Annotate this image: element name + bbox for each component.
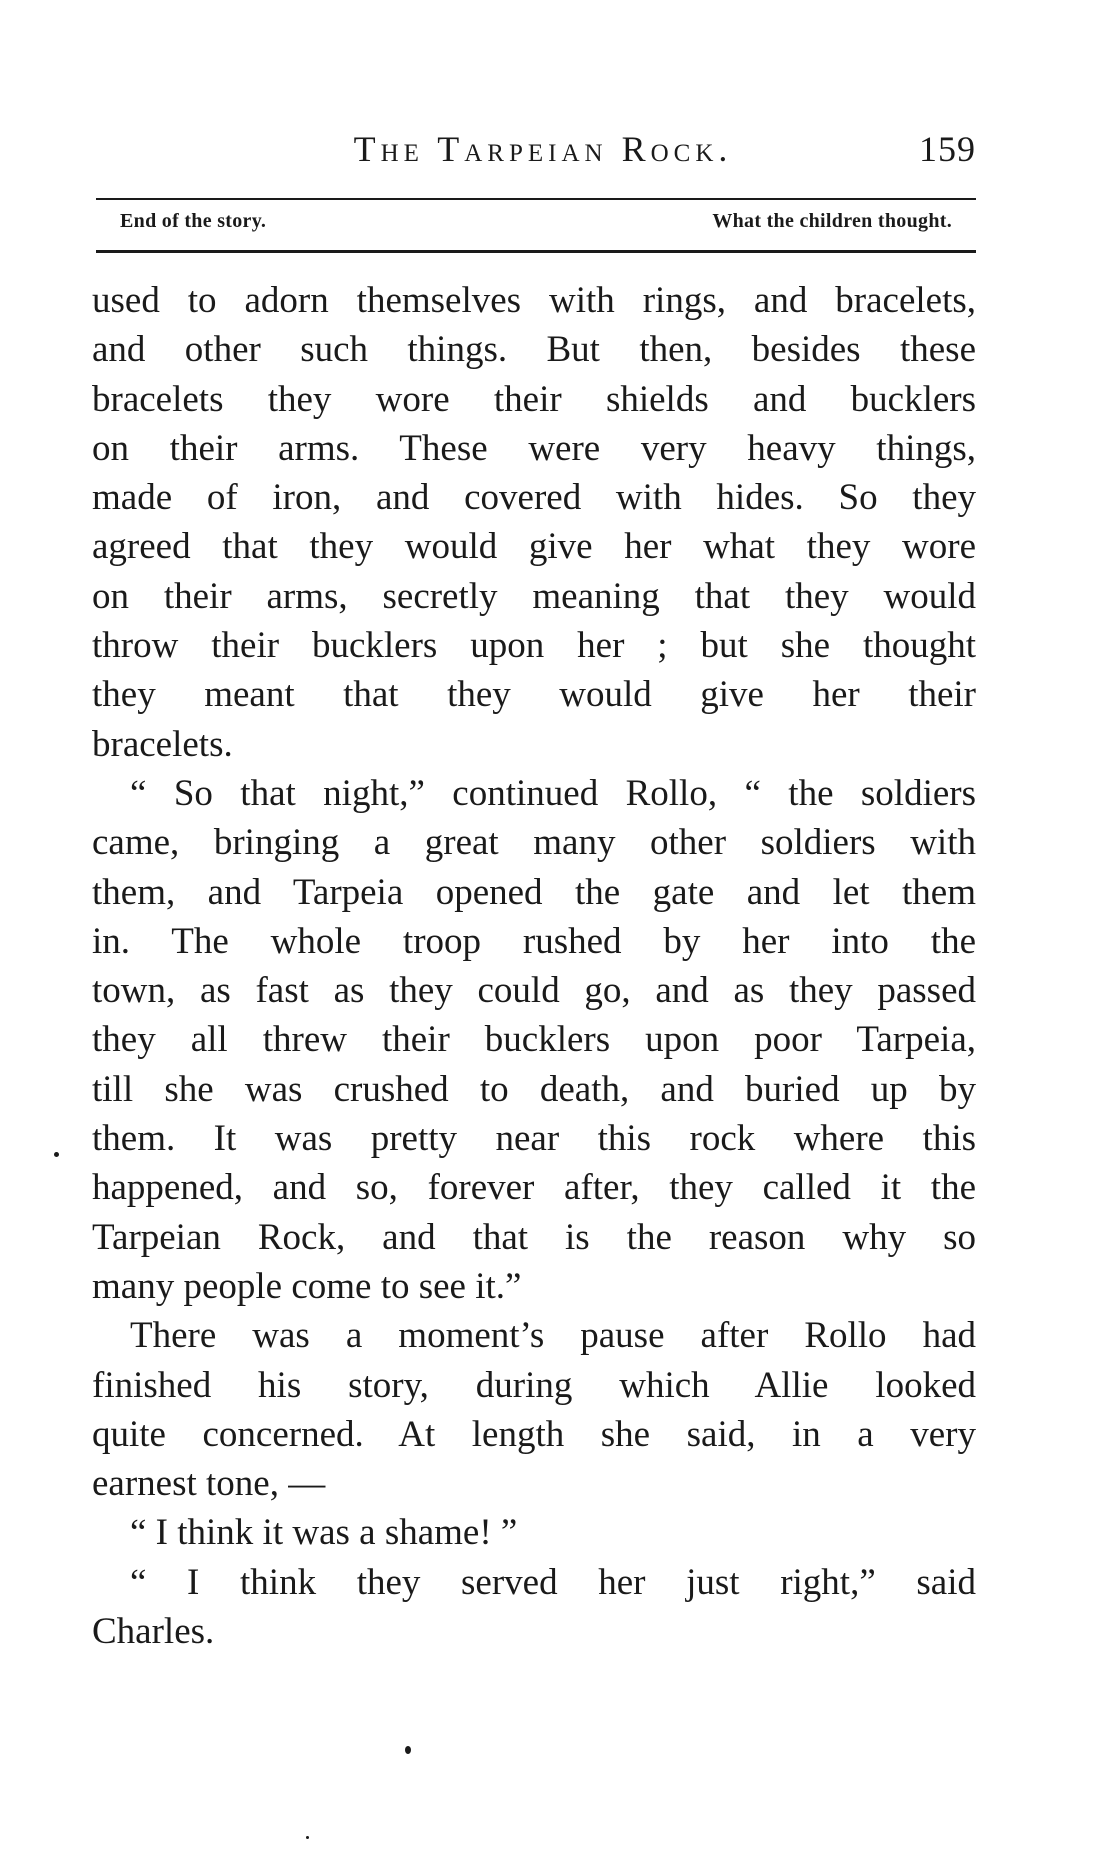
subhead-left: End of the story. [120, 210, 267, 232]
subhead-right: What the children thought. [712, 210, 952, 232]
text-line: bracelets they wore their shields and bucklers [92, 378, 976, 420]
text-line: many people come to see it.” [92, 1265, 522, 1307]
header-rule-top [96, 198, 976, 200]
text-line: town, as fast as they could go, and as they passed [92, 970, 976, 1012]
text-line: them. It was pretty near this rock where this [92, 1118, 976, 1160]
text-line: and other such things. But then, besides these [92, 329, 976, 371]
header-rule-bottom [96, 250, 976, 253]
text-line: earnest tone, — [92, 1463, 326, 1505]
text-line: bracelets. [92, 723, 233, 765]
body-text [92, 276, 976, 1656]
text-line: “ So that night,” continued Rollo, “ the soldiers [130, 772, 976, 814]
ink-speck [54, 1152, 59, 1157]
text-line: them, and Tarpeia opened the gate and let them [92, 871, 976, 913]
text-line: “ I think it was a shame! ” [130, 1512, 518, 1554]
text-line: made of iron, and covered with hides. So they [92, 477, 976, 519]
text-line: till she was crushed to death, and buried up by [92, 1068, 976, 1110]
text-line: finished his story, during which Allie looked [92, 1364, 976, 1406]
page-title: The Tarpeian Rock. [353, 129, 733, 169]
text-line: they meant that they would give her their [92, 674, 976, 716]
text-line: agreed that they would give her what they wore [92, 526, 976, 568]
text-line: happened, and so, forever after, they called it the [92, 1167, 976, 1209]
text-line: on their arms. These were very heavy things, [92, 427, 976, 469]
subheads [96, 210, 976, 240]
text-line: in. The whole troop rushed by her into the [92, 920, 976, 962]
text-line: Tarpeian Rock, and that is the reason why so [92, 1216, 976, 1258]
text-line: came, bringing a great many other soldiers with [92, 822, 976, 864]
text-line: quite concerned. At length she said, in a very [92, 1413, 976, 1455]
ink-speck [306, 1836, 309, 1839]
ink-speck [405, 1746, 411, 1754]
page-number: 159 [919, 129, 976, 169]
text-line: “ I think they served her just right,” said [130, 1561, 976, 1603]
text-line: There was a moment’s pause after Rollo had [130, 1315, 976, 1357]
text-line: Charles. [92, 1611, 215, 1653]
running-head [96, 128, 976, 178]
text-line: used to adorn themselves with rings, and bracelets, [92, 280, 976, 321]
text-line: on their arms, secretly meaning that they would [92, 575, 976, 617]
text-line: throw their bucklers upon her ; but she thought [92, 625, 976, 667]
text-line: they all threw their bucklers upon poor Tarpeia, [92, 1019, 976, 1061]
